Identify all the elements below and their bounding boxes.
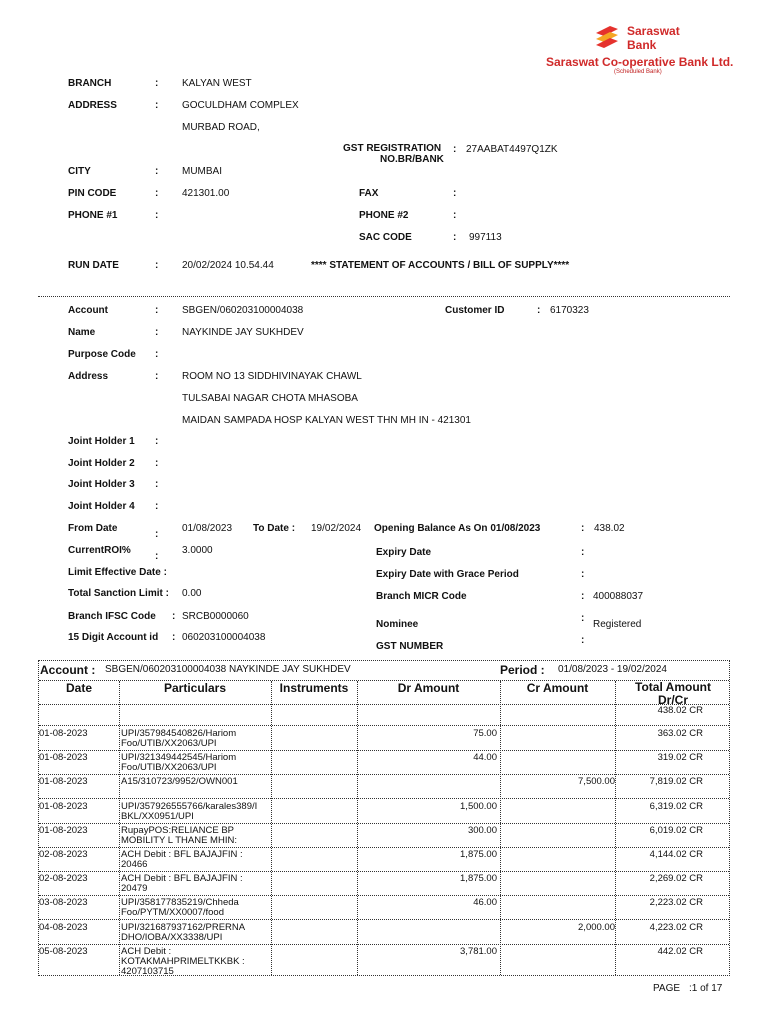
row-divider: [39, 750, 729, 751]
table-account-value: SBGEN/060203100004038 NAYKINDE JAY SUKHDEV: [105, 664, 351, 675]
cell-total: 2,269.02 CR: [649, 873, 703, 885]
cell-total: 4,223.02 CR: [649, 921, 703, 933]
statement-title: **** STATEMENT OF ACCOUNTS / BILL OF SUPPLY****: [311, 260, 570, 271]
purpose-code-label: Purpose Code: [68, 349, 136, 360]
name-label: Name: [68, 327, 96, 338]
cell-p1: UPI/357926555766/karales389/I: [121, 800, 258, 812]
cell-total: 319.02 CR: [657, 752, 703, 764]
cell-dr: 1,875.00: [460, 849, 497, 860]
micr-label: Branch MICR Code: [376, 591, 467, 602]
colon: :: [453, 188, 457, 199]
header-dr-amount: Dr Amount: [397, 681, 460, 695]
ifsc-value: SRCB0000060: [182, 611, 249, 622]
cell-p1: UPI/321349442545/Hariom: [121, 752, 237, 764]
to-date-value: 19/02/2024: [311, 523, 362, 534]
branch-address-line1: GOCULDHAM COMPLEX: [182, 100, 299, 111]
pin-code-value: 421301.00: [182, 188, 230, 199]
bank-short-name-2: Bank: [627, 38, 657, 52]
phone1-label: PHONE #1: [68, 210, 118, 221]
cell-cr: 2,000.00: [578, 921, 615, 933]
micr-value: 400088037: [593, 591, 644, 602]
pin-code-label: PIN CODE: [68, 188, 117, 199]
bank-short-name-1: Saraswat: [627, 24, 680, 38]
row-divider: [39, 919, 729, 920]
branch-value: KALYAN WEST: [182, 78, 252, 89]
colon: :: [155, 529, 159, 540]
cell-p1: ACH Debit : BFL BAJAJFIN :: [121, 849, 243, 860]
row-divider: [39, 823, 729, 824]
colon: :: [581, 613, 585, 624]
cell-p1: UPI/358177835219/Chheda: [121, 897, 239, 909]
cell-particulars-2: BKL/XX0951/UPI: [121, 810, 194, 822]
cell-particulars-2: 20479: [121, 883, 148, 895]
colon: :: [155, 551, 159, 562]
customer-address-line1: ROOM NO 13 SIDDHIVINAYAK CHAWL: [182, 371, 362, 382]
joint-holder-2-label: Joint Holder 2: [68, 458, 135, 469]
account-id-15-label: 15 Digit Account id: [68, 632, 159, 643]
gst-registration-value: 27AABAT4497Q1ZK: [466, 144, 558, 155]
row-divider: [39, 798, 729, 799]
table-row: [39, 923, 729, 947]
header-total-line1: Total Amount: [635, 680, 711, 694]
branch-label: BRANCH: [68, 78, 112, 89]
name-value: NAYKINDE JAY SUKHDEV: [182, 327, 304, 338]
header-total-line2: Dr/Cr: [657, 693, 688, 707]
from-date-value: 01/08/2023: [182, 523, 233, 534]
row-divider: [39, 704, 729, 705]
run-date-label: RUN DATE: [68, 260, 119, 271]
cell-total: 6,319.02 CR: [649, 800, 703, 812]
account-value: SBGEN/060203100004038: [182, 305, 304, 316]
header-instruments: Instruments: [279, 681, 349, 695]
account-id-15-value: 060203100004038: [182, 632, 266, 643]
colon: :: [155, 327, 159, 338]
colon: :: [155, 349, 159, 360]
opening-balance-cell: 438.02 CR: [657, 705, 703, 716]
cell-p1: UPI/357984540826/Hariom: [121, 728, 237, 739]
row-divider: [39, 871, 729, 872]
header-particulars: Particulars: [163, 681, 227, 695]
account-label: Account: [68, 305, 108, 316]
customer-address-line2: TULSABAI NAGAR CHOTA MHASOBA: [182, 393, 358, 404]
customer-id-label: Customer ID: [445, 305, 505, 316]
table-account-label: Account :: [40, 663, 96, 677]
cell-total: 7,819.02 CR: [649, 776, 703, 788]
cell-particulars-2: Foo/UTIB/XX2063/UPI: [121, 738, 217, 749]
colon: :: [537, 305, 541, 316]
cell-particulars-2: Foo/UTIB/XX2063/UPI: [121, 762, 217, 774]
table-row: [39, 753, 729, 777]
colon: :: [453, 210, 457, 221]
to-date-label: To Date :: [253, 523, 296, 534]
limit-effective-date-label: Limit Effective Date :: [68, 567, 167, 578]
city-value: MUMBAI: [182, 166, 222, 177]
colon: :: [155, 305, 159, 316]
cell-p1: ACH Debit : BFL BAJAJFIN :: [121, 873, 243, 885]
page-label: PAGE: [653, 983, 681, 994]
colon: :: [155, 100, 159, 111]
sac-code-label: SAC CODE: [359, 232, 412, 243]
table-row: [39, 945, 729, 977]
table-row: [39, 729, 729, 753]
colon: :: [581, 591, 585, 602]
cell-date: 02-08-2023: [39, 873, 88, 885]
colon: :: [155, 78, 159, 89]
row-divider: [39, 944, 729, 945]
roi-label: CurrentROI%: [68, 545, 131, 556]
cell-total: 4,144.02 CR: [649, 849, 703, 860]
cell-date: 01-08-2023: [39, 728, 88, 739]
saraswat-logo-icon: [594, 24, 620, 50]
colon: :: [155, 436, 159, 447]
cell-date: 03-08-2023: [39, 897, 88, 909]
colon: :: [453, 232, 457, 243]
gst-number-label: GST NUMBER: [376, 641, 444, 652]
roi-value: 3.0000: [182, 545, 213, 556]
cell-date: 02-08-2023: [39, 849, 88, 860]
cell-date: 01-08-2023: [39, 824, 88, 836]
cell-total: 363.02 CR: [657, 728, 703, 739]
table-row: [39, 874, 729, 898]
colon: :: [172, 632, 176, 643]
sanction-limit-value: 0.00: [182, 588, 202, 599]
cell-p1: RupayPOS:RELIANCE BP: [121, 824, 234, 836]
cell-dr: 46.00: [473, 897, 497, 909]
cell-p1: UPI/321687937162/PRERNA: [121, 921, 246, 933]
branch-address-line2: MURBAD ROAD,: [182, 122, 260, 133]
cell-date: 01-08-2023: [39, 800, 88, 812]
gst-registration-label-2: NO.BR/BANK: [380, 154, 444, 165]
section-divider: [38, 296, 730, 297]
colon: :: [155, 479, 159, 490]
cell-date: 05-08-2023: [39, 945, 88, 957]
from-date-label: From Date: [68, 523, 118, 534]
joint-holder-4-label: Joint Holder 4: [68, 501, 135, 512]
cell-date: 01-08-2023: [39, 752, 88, 764]
colon: :: [155, 501, 159, 512]
cell-dr: 3,781.00: [460, 945, 497, 957]
cell-cr: 7,500.00: [578, 776, 615, 788]
colon: :: [155, 260, 159, 271]
transactions-table: [38, 660, 730, 976]
table-period-value: 01/08/2023 - 19/02/2024: [558, 664, 667, 675]
expiry-grace-label: Expiry Date with Grace Period: [376, 569, 519, 580]
cell-dr: 44.00: [473, 752, 497, 764]
cell-date: 04-08-2023: [39, 921, 88, 933]
colon: :: [155, 188, 159, 199]
colon: :: [453, 144, 457, 155]
phone2-label: PHONE #2: [359, 210, 409, 221]
table-period-label: Period :: [500, 663, 545, 677]
cell-total: 6,019.02 CR: [649, 824, 703, 836]
address-label: ADDRESS: [68, 100, 117, 111]
nominee-value: Registered: [593, 619, 642, 630]
cell-p1: A15/310723/9952/OWN001: [121, 776, 238, 788]
header-cr-amount: Cr Amount: [526, 681, 589, 695]
city-label: CITY: [68, 166, 91, 177]
row-divider: [39, 774, 729, 775]
colon: :: [581, 523, 585, 534]
opening-balance-value: 438.02: [594, 523, 625, 534]
cell-dr: 300.00: [467, 824, 497, 836]
cell-total: 2,223.02 CR: [649, 897, 703, 909]
joint-holder-1-label: Joint Holder 1: [68, 436, 135, 447]
cell-dr: 1,875.00: [460, 873, 497, 885]
table-row: [39, 826, 729, 850]
joint-holder-3-label: Joint Holder 3: [68, 479, 135, 490]
expiry-date-label: Expiry Date: [376, 547, 432, 558]
opening-balance-label: Opening Balance As On 01/08/2023: [374, 523, 541, 534]
customer-address-label: Address: [68, 371, 109, 382]
cell-total: 442.02 CR: [657, 945, 703, 957]
table-row: [39, 777, 729, 801]
colon: :: [172, 611, 176, 622]
ifsc-label: Branch IFSC Code: [68, 611, 156, 622]
cell-date: 01-08-2023: [39, 776, 88, 788]
page-number: :1 of 17: [689, 983, 723, 994]
cell-particulars-2: DHO/IOBA/XX3338/UPI: [121, 931, 223, 943]
table-row: [39, 802, 729, 826]
cell-dr: 1,500.00: [460, 800, 497, 812]
colon: :: [155, 458, 159, 469]
nominee-label: Nominee: [376, 619, 419, 630]
table-row: [39, 850, 729, 874]
row-divider: [39, 725, 729, 726]
bank-full-name: Saraswat Co-operative Bank Ltd.: [546, 55, 734, 69]
cell-particulars-2: MOBILITY L THANE MHIN:: [121, 834, 237, 846]
gst-registration-label: GST REGISTRATION: [343, 143, 442, 154]
cell-p1: ACH Debit :: [121, 945, 172, 957]
row-divider: [39, 847, 729, 848]
bank-scheduled-note: (Scheduled Bank): [614, 69, 662, 75]
run-date-value: 20/02/2024 10.54.44: [182, 260, 274, 271]
cell-particulars-3: 4207103715: [121, 965, 174, 977]
colon: :: [155, 210, 159, 221]
row-divider: [39, 895, 729, 896]
colon: :: [155, 166, 159, 177]
colon: :: [581, 635, 585, 646]
colon: :: [155, 371, 159, 382]
customer-address-line3: MAIDAN SAMPADA HOSP KALYAN WEST THN MH IN - 421301: [182, 415, 471, 426]
table-row: [39, 898, 729, 922]
colon: :: [581, 547, 585, 558]
fax-label: FAX: [359, 188, 379, 199]
cell-particulars-2: KOTAKMAHPRIMELTKKBK :: [121, 955, 245, 967]
header-date: Date: [65, 681, 92, 695]
sanction-limit-label: Total Sanction Limit :: [68, 588, 169, 599]
customer-id-value: 6170323: [550, 305, 589, 316]
cell-particulars-2: 20466: [121, 859, 148, 870]
cell-particulars-2: Foo/PYTM/XX0007/food: [121, 907, 224, 919]
cell-dr: 75.00: [473, 728, 497, 739]
colon: :: [581, 569, 585, 580]
sac-code-value: 997113: [469, 232, 502, 243]
